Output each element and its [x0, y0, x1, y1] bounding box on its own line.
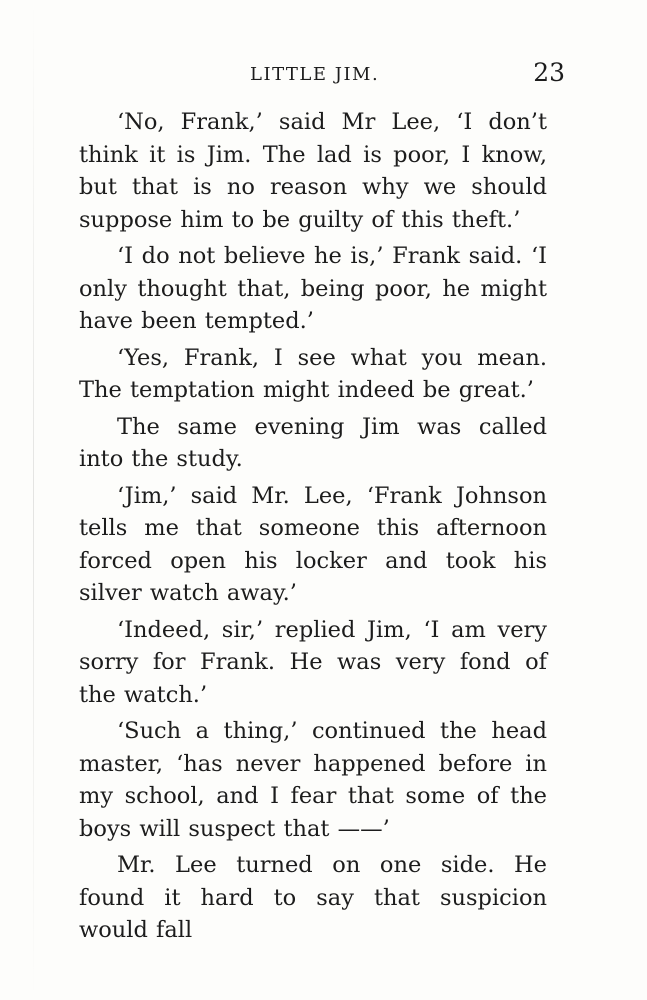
paragraph: The same evening Jim was called into the study.: [79, 413, 547, 472]
page-gutter-shadow: [33, 0, 34, 1000]
page-header: [75, 58, 565, 88]
running-head: LITTLE JIM.: [250, 64, 380, 85]
paragraph: Mr. Lee turned on one side. He found it hard to say that suspicion would fall: [79, 852, 547, 943]
body-text: [79, 106, 547, 947]
paragraph: ‘Indeed, sir,’ replied Jim, ‘I am very sorry for Frank. He was very fond of the watch.’: [79, 616, 547, 708]
paragraph: ‘No, Frank,’ said Mr Lee, ‘I don’t think it is Jim. The lad is poor, I know, but that is no reason why we should suppose him to be guilty of this theft.’: [79, 109, 547, 233]
paragraph: ‘Yes, Frank, I see what you mean. The temptation might indeed be great.’: [79, 344, 547, 403]
paragraph: ‘Jim,’ said Mr. Lee, ‘Frank Johnson tells me that someone this afternoon forced open his locker and took his silver watch away.’: [79, 482, 547, 606]
paragraph: ‘Such a thing,’ continued the head master, ‘has never happened before in my school, and I fear that some of the boys will suspect that ——’: [79, 718, 547, 842]
paragraph: ‘I do not believe he is,’ Frank said. ‘I only thought that, being poor, he might have been tempted.’: [79, 243, 547, 334]
page-number: 23: [533, 58, 565, 87]
